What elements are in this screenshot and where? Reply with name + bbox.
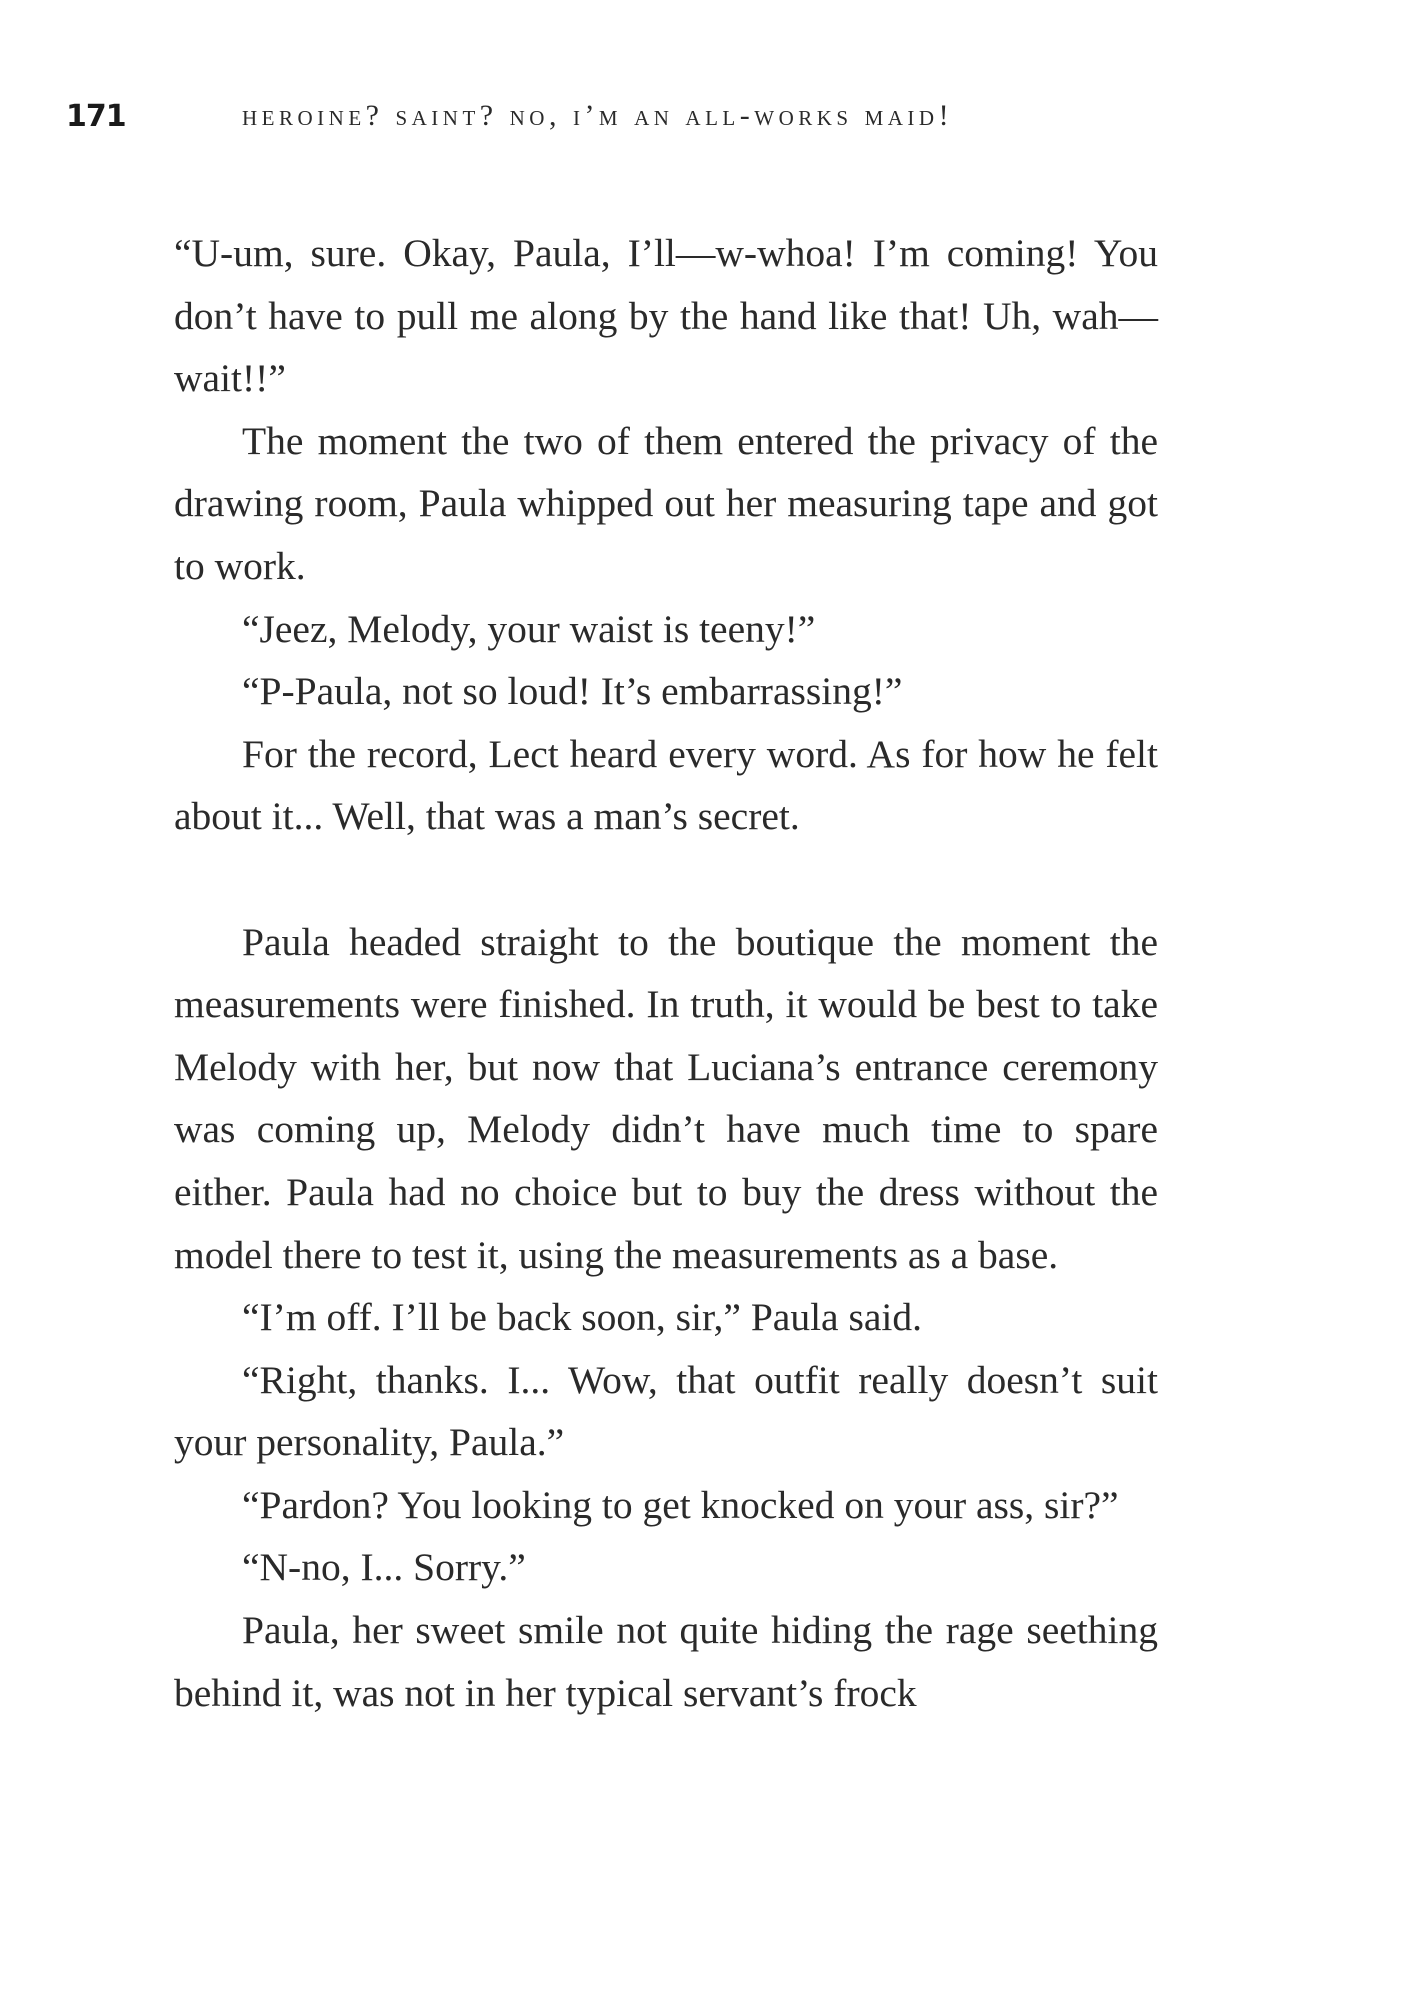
paragraph: “N-no, I... Sorry.”	[242, 1545, 526, 1590]
paragraph: “U-um, sure. Okay, Paula, I’ll—w-whoa! I’m coming! You don’t have to pull me along by the hand like that! Uh, wah—wait!!”	[174, 231, 1158, 401]
paragraph: “Right, thanks. I... Wow, that outfit really doesn’t suit your personality, Paula.”	[174, 1357, 1158, 1465]
paragraph: The moment the two of them entered the privacy of the drawing room, Paula whipped out her measuring tape and got to work.	[174, 418, 1158, 588]
paragraph: “Pardon? You looking to get knocked on your ass, sir?”	[242, 1482, 1119, 1527]
paragraph: “I’m off. I’ll be back soon, sir,” Paula said.	[242, 1295, 922, 1340]
page-number: 171	[66, 98, 126, 134]
body-text	[174, 222, 1158, 1724]
running-head	[66, 94, 1266, 138]
paragraph: “Jeez, Melody, your waist is teeny!”	[242, 606, 816, 651]
running-title: heroine? saint? no, i’m an all-works maid!	[242, 99, 954, 132]
paragraph: “P-Paula, not so loud! It’s embarrassing!”	[242, 669, 903, 714]
paragraph: For the record, Lect heard every word. As for how he felt about it... Well, that was a man’s secret.	[174, 731, 1158, 839]
paragraph: Paula headed straight to the boutique the moment the measurements were finished. In truth, it would be best to take Melody with her, but now that Luciana’s entrance ceremony was coming up, Melody didn’t have much time to spare either. Paula had no choice but to buy the dress without the model there to test it, using the measurements as a base.	[174, 919, 1158, 1277]
scene-break	[174, 848, 1158, 911]
paragraph: Paula, her sweet smile not quite hiding the rage seething behind it, was not in her typical servant’s frock	[174, 1608, 1158, 1715]
